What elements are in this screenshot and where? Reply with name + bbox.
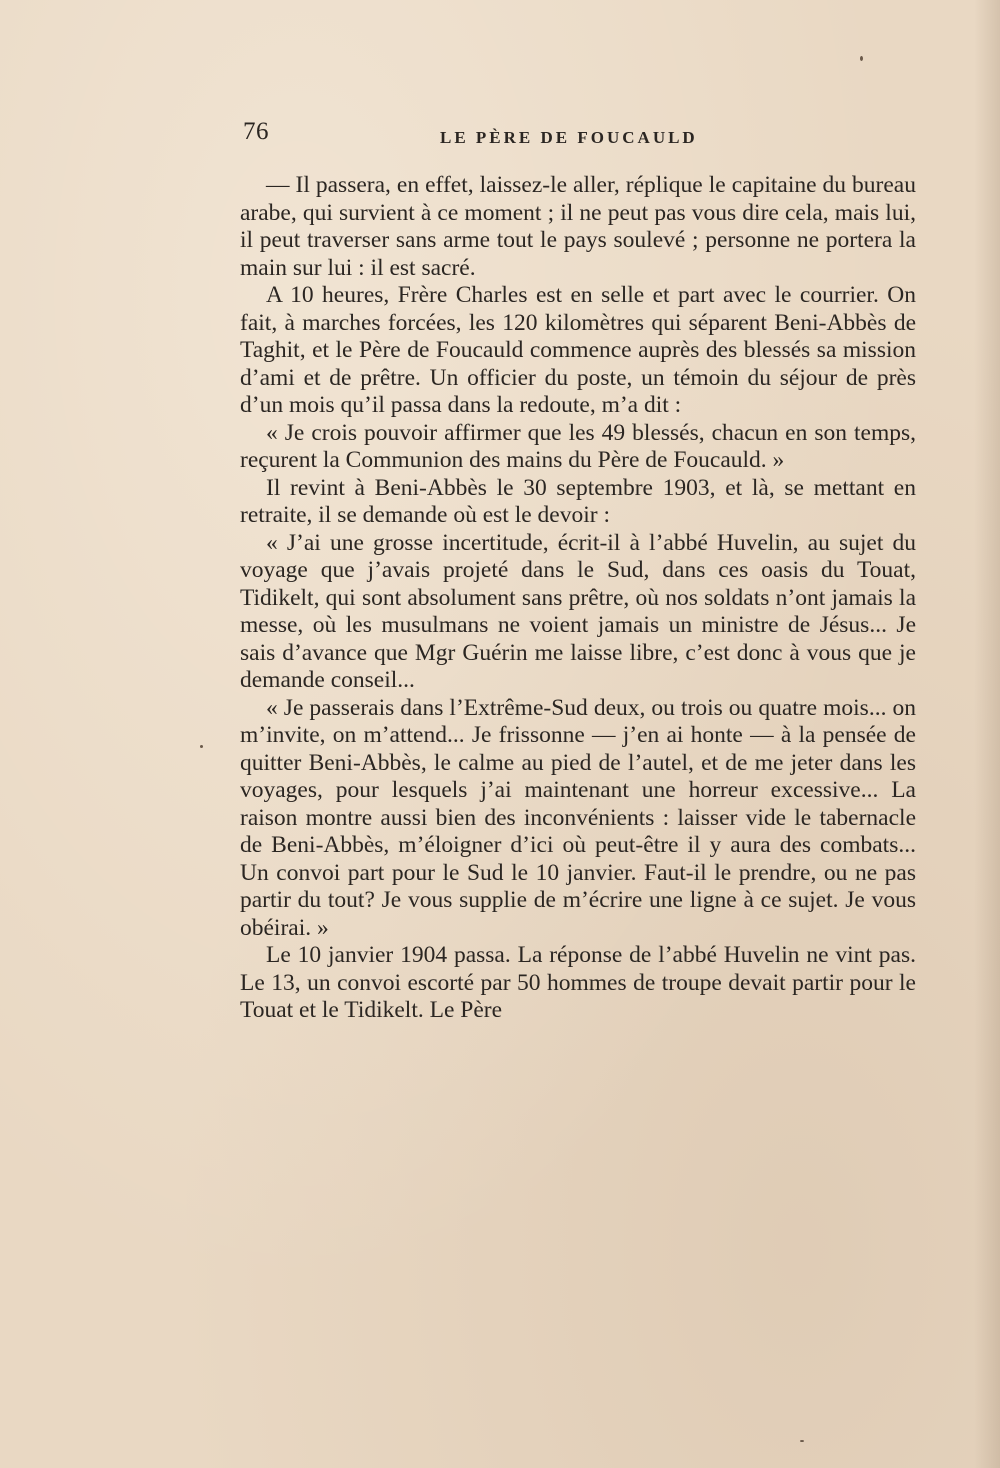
paragraph: Le 10 janvier 1904 passa. La réponse de l’abbé Huvelin ne vint pas. Le 13, un convoi escorté par 50 hommes de troupe devait partir pour le Touat et le Tidikelt. Le Père (240, 942, 916, 1023)
paragraph: « Je crois pouvoir affirmer que les 49 blessés, chacun en son temps, reçurent la Communion des mains du Père de Foucauld. » (240, 419, 916, 473)
running-title: LE PÈRE DE FOUCAULD (440, 128, 698, 147)
paper-speck (800, 1440, 804, 1442)
paragraph: Il revint à Beni-Abbès le 30 septembre 1903, et là, se mettant en retraite, il se demande où est le devoir : (240, 474, 916, 528)
page-edge-shadow (974, 0, 1000, 1468)
paper-speck (200, 745, 203, 748)
paragraph: A 10 heures, Frère Charles est en selle et part avec le courrier. On fait, à marches forcées, les 120 kilomètres qui séparent Beni-Abbès de Taghit, et le Père de Foucauld commence auprès des blessés sa mission d’ami et de prêtre. Un officier du poste, un témoin du séjour de près d’un mois qu’il passa dans la redoute, m’a dit : (240, 282, 916, 418)
paragraph: « Je passerais dans l’Extrême-Sud deux, ou trois ou quatre mois... on m’invite, on m’attend... Je frissonne — j’en ai honte — à la pensée de quitter Beni-Abbès, le calme au pied de l’autel, et de me jeter dans les voyages, pour lesquels j’ai maintenant une horreur excessive... La raison montre aussi bien des inconvénients : laisser vide le tabernacle de Beni-Abbès, m’éloigner d’ici où peut-être il y aura des combats... Un convoi part pour le Sud le 10 janvier. Faut-il le prendre, ou ne pas partir du tout? Je vous supplie de m’écrire une ligne à ce sujet. Je vous obéirai. » (240, 694, 916, 941)
paper-speck (860, 56, 863, 61)
paragraph: « J’ai une grosse incertitude, écrit-il à l’abbé Huvelin, au sujet du voyage que j’avais projeté dans le Sud, dans ces oasis du Touat, Tidikelt, qui sont absolument sans prêtre, où nos soldats n’ont jamais la messe, où les musulmans ne voient jamais un ministre de Jésus... Je sais d’avance que Mgr Guérin me laisse libre, c’est donc à vous que je demande conseil... (240, 529, 916, 693)
page-number: 76 (243, 118, 269, 145)
paragraph: — Il passera, en effet, laissez-le aller, réplique le capitaine du bureau arabe, qui survient à ce moment ; il ne peut pas vous dire cela, mais lui, il peut traverser sans arme tout le pays soulevé ; personne ne portera la main sur lui : il est sacré. (240, 172, 916, 281)
body-text (240, 172, 916, 1025)
